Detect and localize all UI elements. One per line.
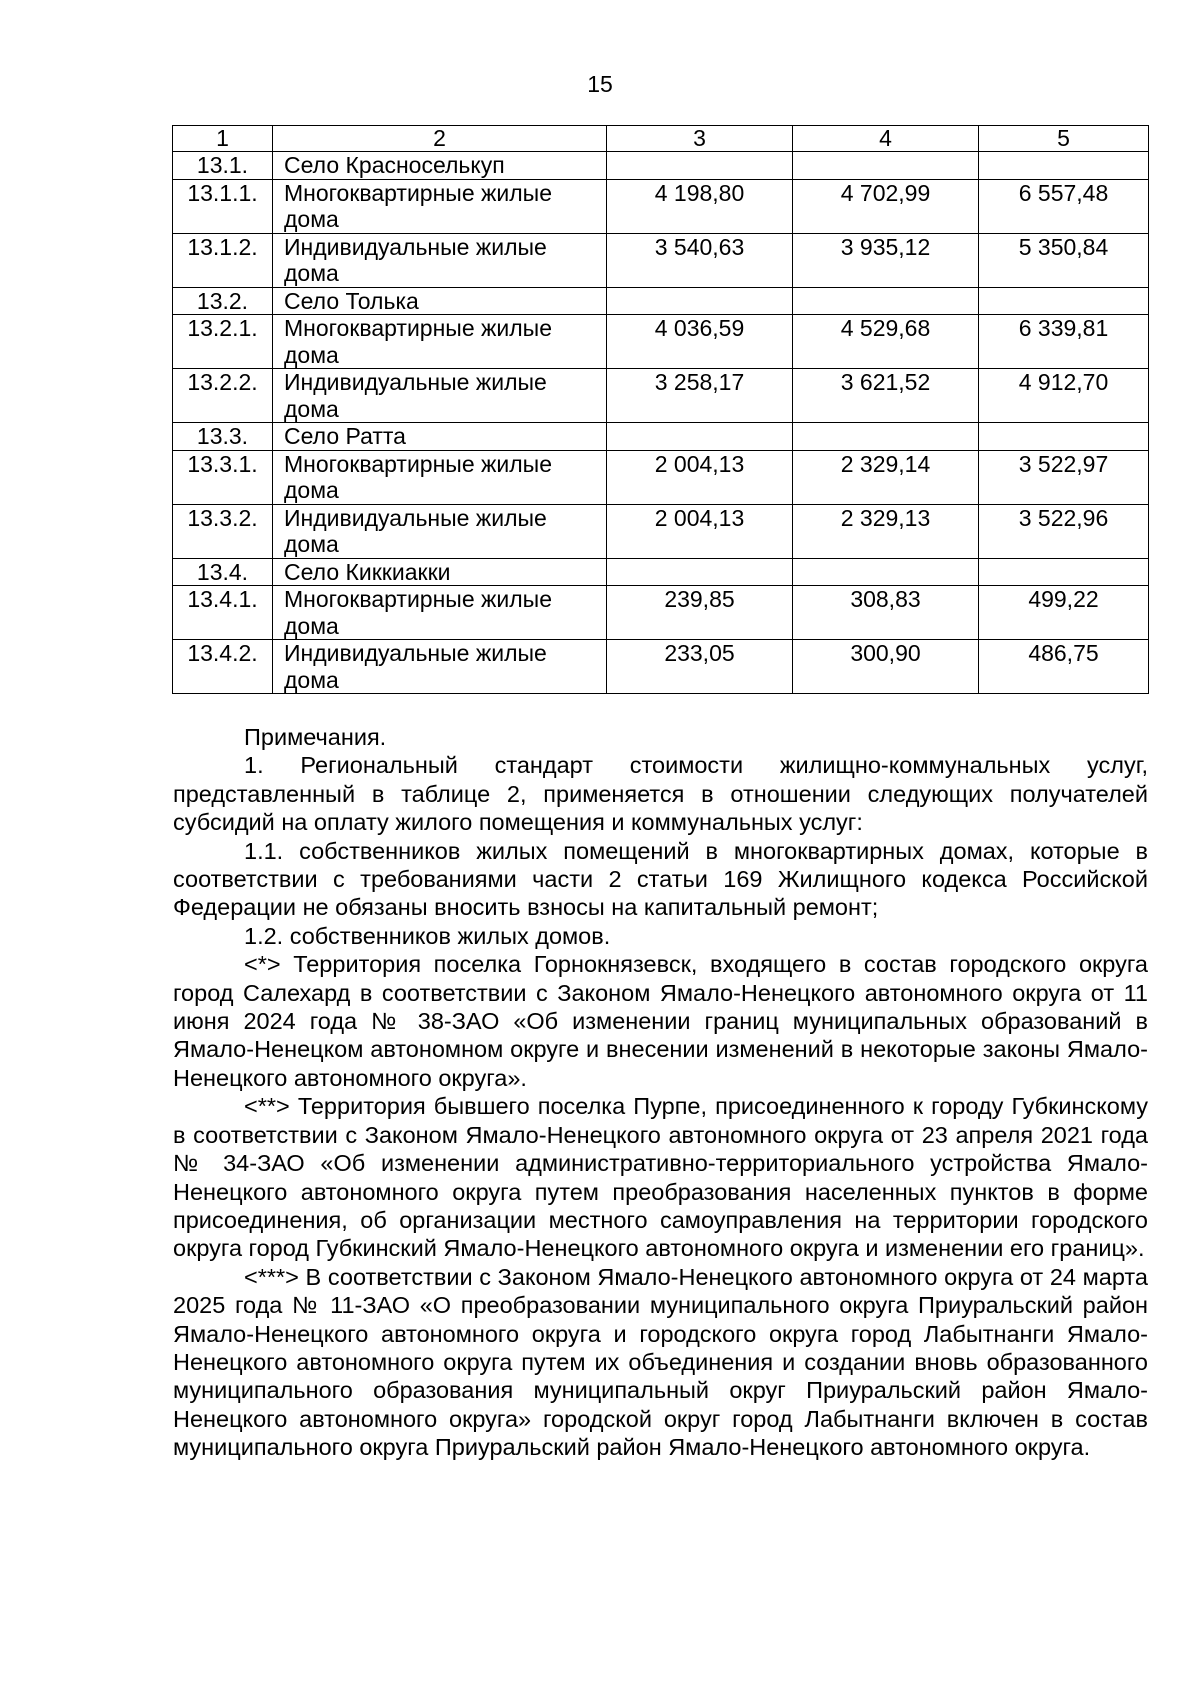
row-number-cell: 13.1.1. xyxy=(173,179,273,233)
row-number-cell: 13.2. xyxy=(173,287,273,315)
value-cell-col3: 2 004,13 xyxy=(607,450,793,504)
table-row xyxy=(173,287,1149,315)
value-cell-col4 xyxy=(793,287,979,315)
table-row xyxy=(173,179,1149,233)
row-name-cell: Село Толька xyxy=(273,287,607,315)
table-row xyxy=(173,233,1149,287)
row-number-cell: 13.4. xyxy=(173,558,273,586)
table-row xyxy=(173,640,1149,694)
value-cell-col4 xyxy=(793,423,979,451)
value-cell-col4: 300,90 xyxy=(793,640,979,694)
row-name-cell: Индивидуальные жилые дома xyxy=(273,640,607,694)
row-name-cell: Село Ратта xyxy=(273,423,607,451)
value-cell-col3 xyxy=(607,287,793,315)
value-cell-col3: 4 198,80 xyxy=(607,179,793,233)
row-name-cell: Село Красноселькуп xyxy=(273,152,607,180)
value-cell-col3 xyxy=(607,423,793,451)
value-cell-col3: 2 004,13 xyxy=(607,504,793,558)
value-cell-col5 xyxy=(979,423,1149,451)
value-cell-col3: 233,05 xyxy=(607,640,793,694)
value-cell-col3: 3 258,17 xyxy=(607,369,793,423)
row-number-cell: 13.4.2. xyxy=(173,640,273,694)
value-cell-col3 xyxy=(607,152,793,180)
row-name-cell: Село Киккиакки xyxy=(273,558,607,586)
value-cell-col4: 2 329,14 xyxy=(793,450,979,504)
value-cell-col4: 308,83 xyxy=(793,586,979,640)
table-row xyxy=(173,558,1149,586)
table-row xyxy=(173,423,1149,451)
value-cell-col5 xyxy=(979,287,1149,315)
footnote-1: <*> Территория поселка Горнокнязевск, входящего в состав городского округа город Салехард в соответствии с Законом Ямало-Ненецкого автономного округа от 11 июня 2024 года № 38-ЗАО «Об изменении границ муниципальных образований в Ямало-Ненецком автономном округе и внесении изменений в некоторые законы Ямало-Ненецкого автономного округа». xyxy=(173,951,1148,1091)
row-name-cell: Индивидуальные жилые дома xyxy=(273,504,607,558)
table-row xyxy=(173,369,1149,423)
header-cell: 4 xyxy=(793,126,979,152)
value-cell-col5: 6 557,48 xyxy=(979,179,1149,233)
row-name-cell: Многоквартирные жилые дома xyxy=(273,450,607,504)
row-name-cell: Многоквартирные жилые дома xyxy=(273,179,607,233)
row-number-cell: 13.2.1. xyxy=(173,315,273,369)
tariff-table-body xyxy=(173,126,1149,694)
row-name-cell: Индивидуальные жилые дома xyxy=(273,233,607,287)
value-cell-col5: 3 522,96 xyxy=(979,504,1149,558)
note-1-2: 1.2. собственников жилых домов. xyxy=(244,922,611,949)
value-cell-col5: 3 522,97 xyxy=(979,450,1149,504)
value-cell-col3 xyxy=(607,558,793,586)
tariff-table xyxy=(172,125,1149,694)
value-cell-col5: 5 350,84 xyxy=(979,233,1149,287)
value-cell-col3: 4 036,59 xyxy=(607,315,793,369)
footnote-2: <**> Территория бывшего поселка Пурпе, присоединенного к городу Губкинскому в соответствии с Законом Ямало-Ненецкого автономного округа от 23 апреля 2021 года № 34-ЗАО «Об изменении административно-территориального устройства Ямало-Ненецкого автономного округа путем преобразования населенных пунктов в форме присоединения, об организации местного самоуправления на территории городского округа город Губкинский Ямало-Ненецкого автономного округа и изменении его границ». xyxy=(173,1093,1148,1262)
table-header-row xyxy=(173,126,1149,152)
row-number-cell: 13.2.2. xyxy=(173,369,273,423)
value-cell-col5: 499,22 xyxy=(979,586,1149,640)
note-1-1: 1.1. собственников жилых помещений в многоквартирных домах, которые в соответствии с требованиями части 2 статьи 169 Жилищного кодекса Российской Федерации не обязаны вносить взносы на капитальный ремонт; xyxy=(173,837,1148,921)
table-row xyxy=(173,504,1149,558)
value-cell-col4 xyxy=(793,152,979,180)
row-number-cell: 13.3.1. xyxy=(173,450,273,504)
table-row xyxy=(173,152,1149,180)
notes-title: Примечания. xyxy=(244,724,387,750)
value-cell-col5: 486,75 xyxy=(979,640,1149,694)
row-number-cell: 13.4.1. xyxy=(173,586,273,640)
value-cell-col5 xyxy=(979,152,1149,180)
value-cell-col4: 3 935,12 xyxy=(793,233,979,287)
table-row xyxy=(173,586,1149,640)
row-number-cell: 13.1. xyxy=(173,152,273,180)
row-name-cell: Многоквартирные жилые дома xyxy=(273,315,607,369)
value-cell-col4: 3 621,52 xyxy=(793,369,979,423)
row-name-cell: Индивидуальные жилые дома xyxy=(273,369,607,423)
row-number-cell: 13.3. xyxy=(173,423,273,451)
value-cell-col4: 2 329,13 xyxy=(793,504,979,558)
page-number: 15 xyxy=(587,71,613,97)
value-cell-col5: 6 339,81 xyxy=(979,315,1149,369)
row-number-cell: 13.3.2. xyxy=(173,504,273,558)
header-cell: 3 xyxy=(607,126,793,152)
value-cell-col3: 239,85 xyxy=(607,586,793,640)
row-number-cell: 13.1.2. xyxy=(173,233,273,287)
header-cell: 2 xyxy=(273,126,607,152)
notes-section xyxy=(173,723,1148,1462)
table-row xyxy=(173,450,1149,504)
header-cell: 5 xyxy=(979,126,1149,152)
value-cell-col5: 4 912,70 xyxy=(979,369,1149,423)
value-cell-col3: 3 540,63 xyxy=(607,233,793,287)
header-cell: 1 xyxy=(173,126,273,152)
note-1: 1. Региональный стандарт стоимости жилищно-коммунальных услуг, представленный в таблице 2, применяется в отношении следующих получателей субсидий на оплату жилого помещения и коммунальных услуг: xyxy=(173,752,1148,836)
value-cell-col4: 4 702,99 xyxy=(793,179,979,233)
row-name-cell: Многоквартирные жилые дома xyxy=(273,586,607,640)
value-cell-col4: 4 529,68 xyxy=(793,315,979,369)
value-cell-col4 xyxy=(793,558,979,586)
footnote-3: <***> В соответствии с Законом Ямало-Ненецкого автономного округа от 24 марта 2025 года № 11-ЗАО «О преобразовании муниципального округа Приуральский район Ямало-Ненецкого автономного округа и городского округа город Лабытнанги Ямало-Ненецкого автономного округа путем их объединения и создании вновь образованного муниципального образования муниципальный округ Приуральский район Ямало-Ненецкого автономного округа» городской округ город Лабытнанги включен в состав муниципального округа Приуральский район Ямало-Ненецкого автономного округа. xyxy=(173,1263,1148,1461)
table-row xyxy=(173,315,1149,369)
value-cell-col5 xyxy=(979,558,1149,586)
